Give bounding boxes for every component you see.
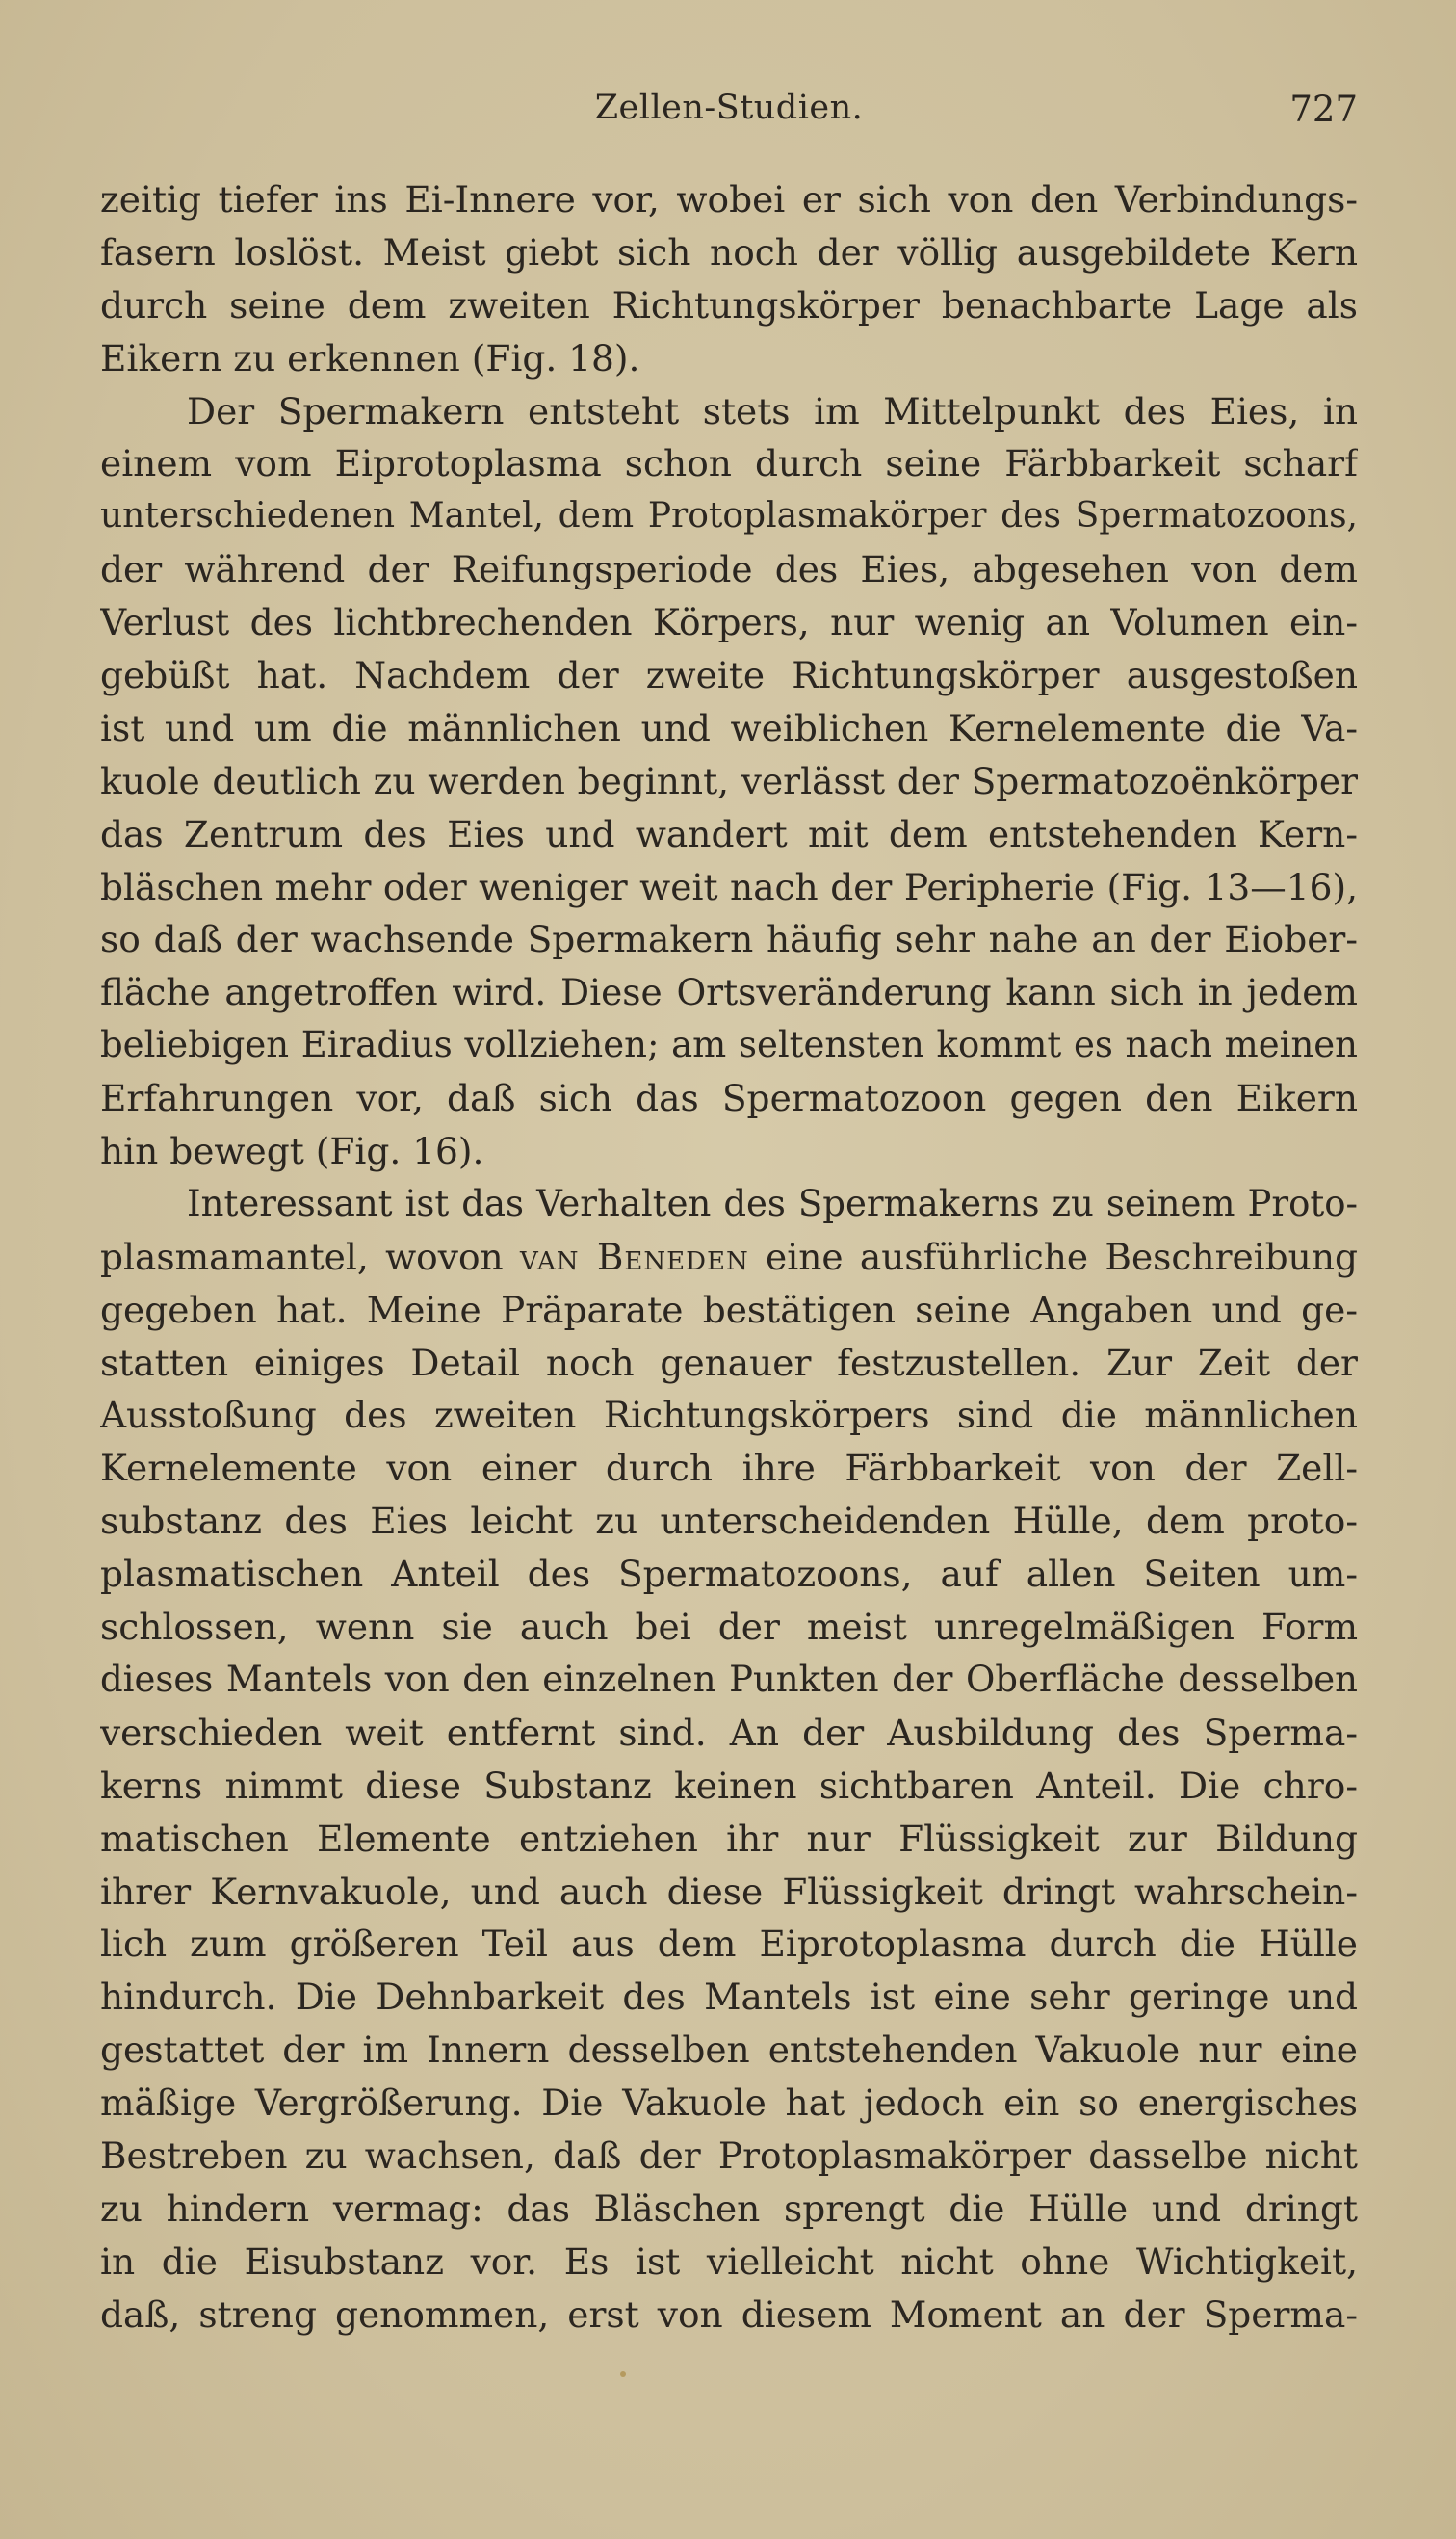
- running-title: Zellen-Studien.: [594, 89, 864, 127]
- text-line: das Zentrum des Eies und wandert mit dem entstehenden Kern-: [100, 812, 1358, 855]
- text-line: Der Spermakern entsteht stets im Mittelpunkt des Eies, in: [187, 389, 1358, 432]
- author-name: van Beneden: [520, 1235, 749, 1278]
- text-segment: eine ausführliche Beschreibung: [748, 1235, 1358, 1278]
- text-line: schlossen, wenn sie auch bei der meist unregelmäßigen Form: [100, 1606, 1358, 1649]
- text-line: in die Eisubstanz vor. Es ist vielleicht nicht ohne Wichtigkeit,: [100, 2239, 1358, 2283]
- text-line: Interessant ist das Verhalten des Spermakerns zu seinem Proto-: [187, 1182, 1358, 1224]
- text-line: hindurch. Die Dehnbarkeit des Mantels ist eine sehr geringe und: [100, 1976, 1358, 2019]
- page-number: 727: [1289, 89, 1358, 130]
- text-line: einem vom Eiprotoplasma schon durch seine Färbbarkeit scharf: [100, 442, 1358, 485]
- text-line: substanz des Eies leicht zu unterscheidenden Hülle, dem proto-: [100, 1500, 1358, 1543]
- text-line: plasmatischen Anteil des Spermatozoons, auf allen Seiten um-: [100, 1553, 1358, 1596]
- text-line: dieses Mantels von den einzelnen Punkten der Oberfläche desselben: [100, 1658, 1358, 1700]
- text-line: Eikern zu erkennen (Fig. 18).: [100, 336, 640, 380]
- text-line: Bestreben zu wachsen, daß der Protoplasmakörper dasselbe nicht: [100, 2133, 1358, 2177]
- text-line: gestattet der im Innern desselben entstehenden Vakuole nur eine: [100, 2029, 1358, 2072]
- text-line: lich zum größeren Teil aus dem Eiprotoplasma durch die Hülle: [100, 1923, 1358, 1966]
- text-line: beliebigen Eiradius vollziehen; am seltensten kommt es nach meinen: [100, 1024, 1358, 1066]
- text-line: statten einiges Detail noch genauer festzustellen. Zur Zeit der: [100, 1341, 1358, 1384]
- text-line: gegeben hat. Meine Präparate bestätigen seine Angaben und ge-: [100, 1288, 1358, 1331]
- text-line: matischen Elemente entziehen ihr nur Flüssigkeit zur Bildung: [100, 1817, 1358, 1860]
- text-line: ist und um die männlichen und weiblichen Kernelemente die Va-: [100, 706, 1358, 749]
- text-line: kuole deutlich zu werden beginnt, verlässt der Spermatozoënkörper: [100, 759, 1358, 802]
- text-line: durch seine dem zweiten Richtungskörper benachbarte Lage als: [100, 283, 1358, 327]
- body-text: [100, 173, 1358, 2342]
- text-line: verschieden weit entfernt sind. An der Ausbildung des Sperma-: [100, 1711, 1358, 1754]
- text-line: gebüßt hat. Nachdem der zweite Richtungskörper ausgestoßen: [100, 654, 1358, 697]
- text-line: Erfahrungen vor, daß sich das Spermatozoon gegen den Eikern: [100, 1077, 1358, 1120]
- text-segment: plasmamantel, wovon: [100, 1235, 520, 1278]
- text-line: [100, 1231, 1358, 1284]
- print-speck: [620, 2371, 626, 2377]
- text-line: fasern loslöst. Meist giebt sich noch der völlig ausgebildete Kern: [100, 230, 1358, 274]
- text-line: Ausstoßung des zweiten Richtungskörpers sind die männlichen: [100, 1394, 1358, 1437]
- text-line: Kernelemente von einer durch ihre Färbbarkeit von der Zell-: [100, 1447, 1358, 1490]
- text-line: zeitig tiefer ins Ei-Innere vor, wobei er sich von den Verbindungs-: [100, 178, 1358, 221]
- text-line: fläche angetroffen wird. Diese Ortsveränderung kann sich in jedem: [100, 971, 1358, 1014]
- text-line: ihrer Kernvakuole, und auch diese Flüssigkeit dringt wahrschein-: [100, 1870, 1358, 1913]
- running-head: [100, 89, 1358, 137]
- text-line: mäßige Vergrößerung. Die Vakuole hat jedoch ein so energisches: [100, 2081, 1358, 2125]
- text-line: Verlust des lichtbrechenden Körpers, nur wenig an Volumen ein-: [100, 601, 1358, 644]
- text-line: so daß der wachsende Spermakern häufig sehr nahe an der Eiober-: [100, 918, 1358, 961]
- text-line: daß, streng genommen, erst von diesem Moment an der Sperma-: [100, 2292, 1358, 2336]
- text-line: der während der Reifungsperiode des Eies, abgesehen von dem: [100, 548, 1358, 591]
- text-line: hin bewegt (Fig. 16).: [100, 1130, 484, 1173]
- text-line: bläschen mehr oder weniger weit nach der Peripherie (Fig. 13—16),: [100, 865, 1358, 908]
- text-line: kerns nimmt diese Substanz keinen sichtbaren Anteil. Die chro-: [100, 1764, 1358, 1807]
- text-line: zu hindern vermag: das Bläschen sprengt die Hülle und dringt: [100, 2186, 1358, 2230]
- text-line: unterschiedenen Mantel, dem Protoplasmakörper des Spermatozoons,: [100, 496, 1358, 537]
